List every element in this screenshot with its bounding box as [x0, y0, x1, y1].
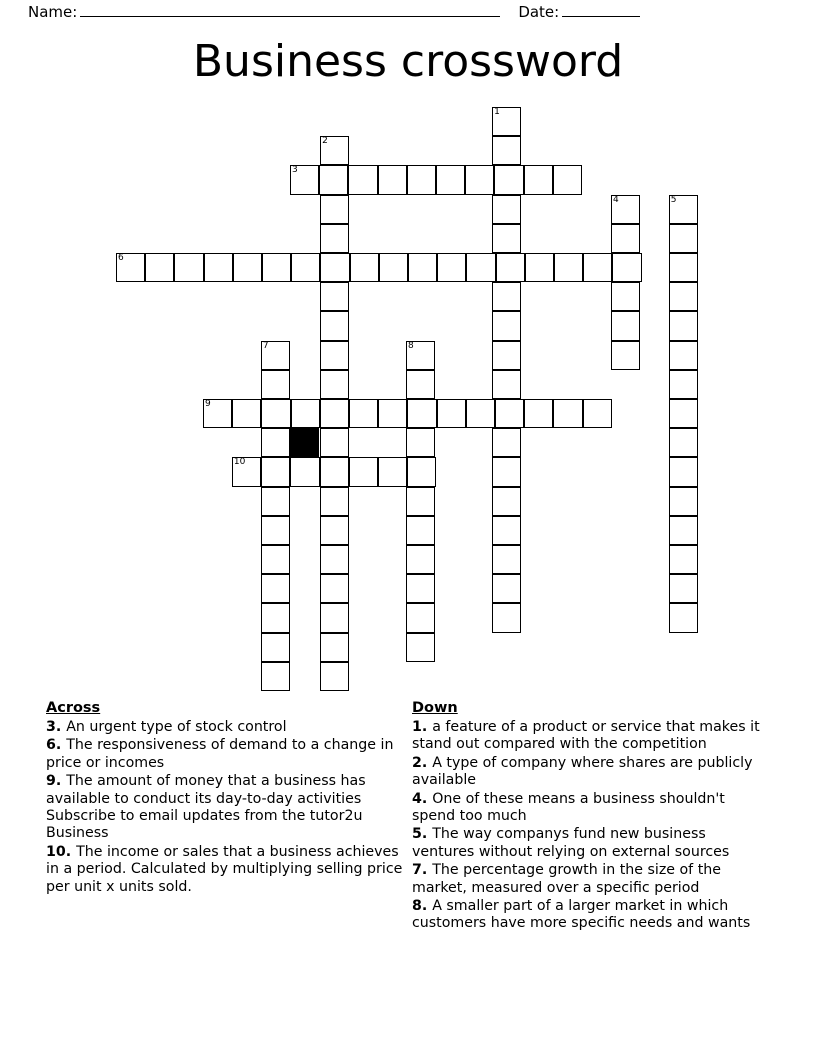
- cell-number: 5: [670, 194, 677, 205]
- grid-cell[interactable]: [492, 603, 521, 632]
- grid-cell[interactable]: [261, 399, 290, 428]
- across-clue-9: [46, 773, 404, 843]
- grid-cell[interactable]: [290, 165, 319, 194]
- grid-cell[interactable]: [436, 165, 465, 194]
- grid-cell[interactable]: [406, 516, 435, 545]
- grid-cell[interactable]: [320, 457, 349, 486]
- grid-cell[interactable]: [320, 370, 349, 399]
- grid-cell[interactable]: [669, 428, 698, 457]
- grid-cell[interactable]: [320, 341, 349, 370]
- grid-cell[interactable]: [320, 253, 349, 282]
- grid-cell[interactable]: [204, 253, 233, 282]
- grid-cell[interactable]: [669, 545, 698, 574]
- clue-number: 4.: [412, 790, 433, 807]
- clue-text: A type of company where shares are publicly available: [412, 754, 753, 789]
- grid-cell[interactable]: [348, 165, 377, 194]
- grid-cell[interactable]: [406, 370, 435, 399]
- grid-cell[interactable]: [406, 545, 435, 574]
- grid-cell[interactable]: [583, 399, 612, 428]
- grid-cell[interactable]: [437, 253, 466, 282]
- cell-number: 1: [494, 107, 500, 117]
- grid-cell[interactable]: [492, 516, 521, 545]
- grid-cell[interactable]: [261, 603, 290, 632]
- grid-cell[interactable]: [524, 399, 553, 428]
- down-heading: Down: [412, 700, 458, 716]
- grid-cell[interactable]: [669, 311, 698, 340]
- clue-number: 5.: [412, 826, 433, 843]
- clue-text: The responsiveness of demand to a change in price or incomes: [46, 737, 394, 771]
- grid-cell[interactable]: [232, 457, 261, 486]
- grid-cell[interactable]: [612, 253, 641, 282]
- name-label: Name:: [28, 3, 78, 21]
- grid-cell[interactable]: [669, 282, 698, 311]
- grid-cell[interactable]: [406, 487, 435, 516]
- grid-cell[interactable]: [349, 399, 378, 428]
- clue-text: The way companys fund new business ventures without relying on external sources: [412, 826, 730, 860]
- clue-number: 9.: [46, 773, 67, 790]
- grid-cell[interactable]: [492, 574, 521, 603]
- grid-cell[interactable]: [261, 457, 290, 486]
- cell-number: 10: [233, 457, 246, 468]
- grid-cell[interactable]: [290, 457, 319, 486]
- grid-cell[interactable]: [669, 195, 698, 224]
- cell-number: 4: [612, 194, 619, 205]
- grid-cell[interactable]: [669, 341, 698, 370]
- grid-cell[interactable]: [116, 253, 145, 282]
- cell-number: 8: [407, 340, 414, 351]
- grid-cell[interactable]: [495, 399, 524, 428]
- grid-cell[interactable]: [611, 224, 640, 253]
- grid-cell[interactable]: [261, 341, 290, 370]
- grid-cell[interactable]: [379, 253, 408, 282]
- grid-cell[interactable]: [669, 574, 698, 603]
- across-clue-list: [46, 719, 404, 896]
- grid-cell[interactable]: [378, 399, 407, 428]
- grid-cell[interactable]: [492, 224, 521, 253]
- down-clue-5: [412, 826, 770, 861]
- grid-cell[interactable]: [320, 545, 349, 574]
- across-heading: Across: [46, 700, 101, 716]
- clue-text: a feature of a product or service that makes it stand out compared with the competition: [412, 719, 760, 753]
- grid-cell[interactable]: [320, 195, 349, 224]
- grid-cell[interactable]: [261, 516, 290, 545]
- cell-number: 6: [118, 253, 124, 263]
- grid-cell[interactable]: [669, 487, 698, 516]
- grid-cell[interactable]: [492, 341, 521, 370]
- grid-cell[interactable]: [203, 399, 232, 428]
- page-title: Business crossword: [192, 36, 624, 87]
- grid-cell[interactable]: [408, 253, 437, 282]
- grid-cell[interactable]: [261, 370, 290, 399]
- grid-cell[interactable]: [319, 165, 348, 194]
- grid-cell[interactable]: [669, 370, 698, 399]
- grid-cell[interactable]: [378, 165, 407, 194]
- clue-number: 6.: [46, 737, 67, 754]
- grid-cell[interactable]: [350, 253, 379, 282]
- grid-cell[interactable]: [320, 311, 349, 340]
- clue-text: One of these means a business shouldn't spend too much: [412, 790, 725, 825]
- grid-cell[interactable]: [320, 603, 349, 632]
- clue-text: The percentage growth in the size of the market, measured over a specific period: [412, 862, 721, 896]
- clue-number: 2.: [412, 754, 433, 771]
- grid-cell[interactable]: [320, 633, 349, 662]
- grid-cell[interactable]: [320, 224, 349, 253]
- grid-cell[interactable]: [406, 428, 435, 457]
- grid-cell[interactable]: [320, 574, 349, 603]
- clue-text: The income or sales that a business achieves in a period. Calculated by multiplying selling price per unit x units sold.: [46, 843, 403, 895]
- grid-cell[interactable]: [261, 662, 290, 691]
- grid-cell[interactable]: [261, 633, 290, 662]
- down-clue-8: [412, 898, 770, 933]
- grid-cell[interactable]: [261, 487, 290, 516]
- grid-cell[interactable]: [611, 195, 640, 224]
- grid-cell[interactable]: [437, 399, 466, 428]
- grid-cell[interactable]: [611, 282, 640, 311]
- grid-cell[interactable]: [492, 487, 521, 516]
- grid-cell[interactable]: [261, 574, 290, 603]
- clue-text: An urgent type of stock control: [66, 719, 287, 735]
- grid-cell[interactable]: [406, 341, 435, 370]
- down-clues-column: [412, 700, 770, 1000]
- across-clue-3: [46, 719, 404, 736]
- grid-cell[interactable]: [611, 341, 640, 370]
- grid-cell[interactable]: [320, 428, 349, 457]
- grid-cell[interactable]: [320, 516, 349, 545]
- grid-cell[interactable]: [669, 603, 698, 632]
- down-clue-2: [412, 755, 770, 790]
- grid-cell[interactable]: [492, 428, 521, 457]
- grid-cell[interactable]: [261, 428, 290, 457]
- grid-cell[interactable]: [583, 253, 612, 282]
- date-label: Date:: [518, 3, 560, 21]
- grid-cell[interactable]: [320, 662, 349, 691]
- grid-cell[interactable]: [553, 165, 582, 194]
- grid-cell[interactable]: [407, 457, 436, 486]
- grid-cell[interactable]: [524, 165, 553, 194]
- clues-section: [0, 700, 816, 1000]
- grid-cell[interactable]: [465, 165, 494, 194]
- grid-cell[interactable]: [492, 545, 521, 574]
- clue-number: 7.: [412, 862, 433, 879]
- down-clue-list: [412, 719, 770, 933]
- grid-cell[interactable]: [407, 399, 436, 428]
- grid-cell[interactable]: [320, 487, 349, 516]
- grid-cell[interactable]: [669, 457, 698, 486]
- grid-cell[interactable]: [492, 457, 521, 486]
- grid-cell[interactable]: [261, 545, 290, 574]
- grid-block-cell: [290, 428, 319, 457]
- clue-number: 8.: [412, 898, 433, 915]
- grid-cell[interactable]: [492, 370, 521, 399]
- grid-cell[interactable]: [291, 399, 320, 428]
- down-clue-4: [412, 791, 770, 826]
- grid-cell[interactable]: [233, 253, 262, 282]
- grid-cell[interactable]: [669, 253, 698, 282]
- grid-cell[interactable]: [492, 311, 521, 340]
- down-clue-1: [412, 719, 770, 754]
- cell-number: 3: [292, 165, 298, 176]
- grid-cell[interactable]: [174, 253, 203, 282]
- grid-cell[interactable]: [406, 574, 435, 603]
- grid-cell[interactable]: [406, 633, 435, 662]
- grid-cell[interactable]: [611, 311, 640, 340]
- grid-cell[interactable]: [291, 253, 320, 282]
- cell-number: 7: [262, 340, 269, 351]
- grid-cell[interactable]: [553, 399, 582, 428]
- grid-cell[interactable]: [349, 457, 378, 486]
- grid-cell[interactable]: [494, 165, 523, 194]
- across-clues-column: [46, 700, 404, 1000]
- grid-cell[interactable]: [492, 195, 521, 224]
- cell-number: 9: [205, 399, 211, 409]
- grid-cell[interactable]: [145, 253, 174, 282]
- clue-number: 10.: [46, 843, 77, 860]
- grid-cell[interactable]: [232, 399, 261, 428]
- grid-cell[interactable]: [406, 603, 435, 632]
- grid-cell[interactable]: [492, 136, 521, 165]
- across-clue-10: [46, 844, 404, 896]
- grid-cell[interactable]: [320, 282, 349, 311]
- cell-number: 2: [322, 136, 328, 147]
- grid-cell[interactable]: [669, 516, 698, 545]
- grid-cell[interactable]: [496, 253, 525, 282]
- clue-number: 1.: [412, 719, 433, 735]
- grid-cell[interactable]: [492, 107, 521, 136]
- clue-text: The amount of money that a business has available to conduct its day-to-day activities Subscribe to email updates from the tutor2u Business: [46, 773, 366, 842]
- across-clue-6: [46, 737, 404, 772]
- grid-cell[interactable]: [554, 253, 583, 282]
- grid-cell[interactable]: [669, 224, 698, 253]
- grid-cell[interactable]: [525, 253, 554, 282]
- grid-cell[interactable]: [669, 399, 698, 428]
- grid-cell[interactable]: [466, 399, 495, 428]
- grid-cell[interactable]: [492, 282, 521, 311]
- grid-cell[interactable]: [378, 457, 407, 486]
- grid-cell[interactable]: [262, 253, 291, 282]
- grid-cell[interactable]: [407, 165, 436, 194]
- clue-text: A smaller part of a larger market in which customers have more specific needs and wants: [412, 898, 751, 932]
- grid-cell[interactable]: [466, 253, 495, 282]
- grid-cell[interactable]: [320, 136, 349, 165]
- down-clue-7: [412, 862, 770, 897]
- grid-cell[interactable]: [320, 399, 349, 428]
- clue-number: 3.: [46, 719, 67, 735]
